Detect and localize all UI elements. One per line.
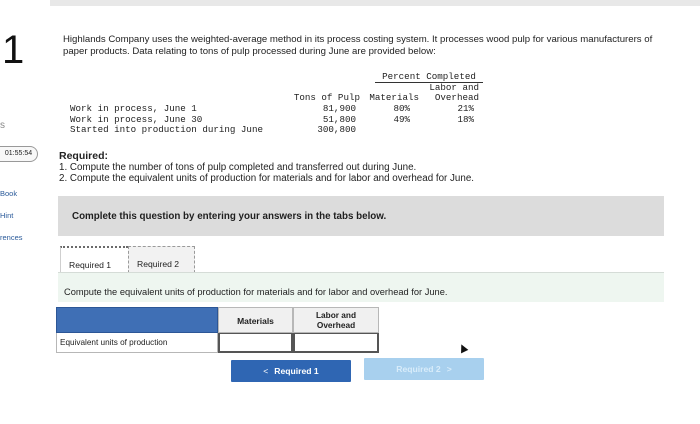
next-tab-label: Required 2 [396, 364, 441, 374]
ebook-link[interactable]: Book [0, 189, 18, 198]
labor-overhead-column-header [293, 307, 379, 333]
equivalent-units-row-label: Equivalent units of production [56, 333, 218, 353]
instructions-text: Complete this question by entering your answers in the tabs below. [72, 211, 387, 222]
tab-required-2[interactable]: Required 2 [128, 246, 195, 278]
mouse-cursor-icon [458, 343, 469, 354]
labor-overhead-header-line-2: Overhead [316, 319, 356, 330]
labor-overhead-equivalent-units-input[interactable] [293, 333, 379, 353]
chevron-right-icon: > [446, 364, 452, 374]
materials-equivalent-units-input[interactable] [218, 333, 293, 353]
row-tons: 51,800 [322, 113, 356, 125]
row-labor-overhead: 21% [457, 103, 474, 114]
chevron-left-icon: < [263, 366, 269, 376]
answer-table-corner [56, 307, 218, 333]
materials-header: Materials [369, 92, 419, 103]
percent-completed-header: Percent Completed [375, 72, 483, 83]
required-item-2: 2. Compute the equivalent units of production for materials and for labor and overhead for June. [59, 173, 474, 184]
timer: 01:55:54 [0, 146, 38, 162]
lo-header-2: Overhead [434, 92, 479, 103]
next-tab-button [364, 358, 484, 380]
references-link[interactable]: rences [0, 233, 23, 242]
row-tons: 300,800 [317, 124, 356, 135]
materials-column-header: Materials [218, 307, 293, 333]
labor-overhead-header-line-1: Labor and [315, 310, 357, 320]
row-label: Started into production during June [70, 124, 263, 135]
top-strip [0, 0, 700, 6]
previous-tab-button[interactable] [231, 360, 351, 382]
hint-link[interactable]: Hint [0, 211, 14, 220]
problem-intro: Highlands Company uses the weighted-average method in its process costing system. It processes wood pulp for various manufacturers of paper products. Data relating to tons of pulp processed during June are provided below: [63, 34, 653, 57]
required-item-1: 1. Compute the number of tons of pulp completed and transferred out during June. [59, 162, 417, 173]
side-mark: s [0, 120, 5, 131]
row-label: Work in process, June 1 [70, 103, 197, 114]
tab-required-1[interactable]: Required 1 [60, 246, 128, 278]
row-materials: 80% [393, 103, 410, 114]
previous-tab-label: Required 1 [274, 366, 319, 376]
row-label: Work in process, June 30 [70, 113, 203, 125]
question-number: 1 [2, 28, 25, 72]
panel-prompt: Compute the equivalent units of production for materials and for labor and overhead for June. [64, 287, 448, 297]
required-heading: Required: [59, 150, 109, 162]
row-materials: 49% [393, 113, 410, 125]
row-tons: 81,900 [322, 103, 356, 114]
row-labor-overhead: 18% [457, 113, 474, 125]
lo-header-1: Labor and [429, 82, 479, 93]
tons-header: Tons of Pulp [293, 92, 360, 103]
